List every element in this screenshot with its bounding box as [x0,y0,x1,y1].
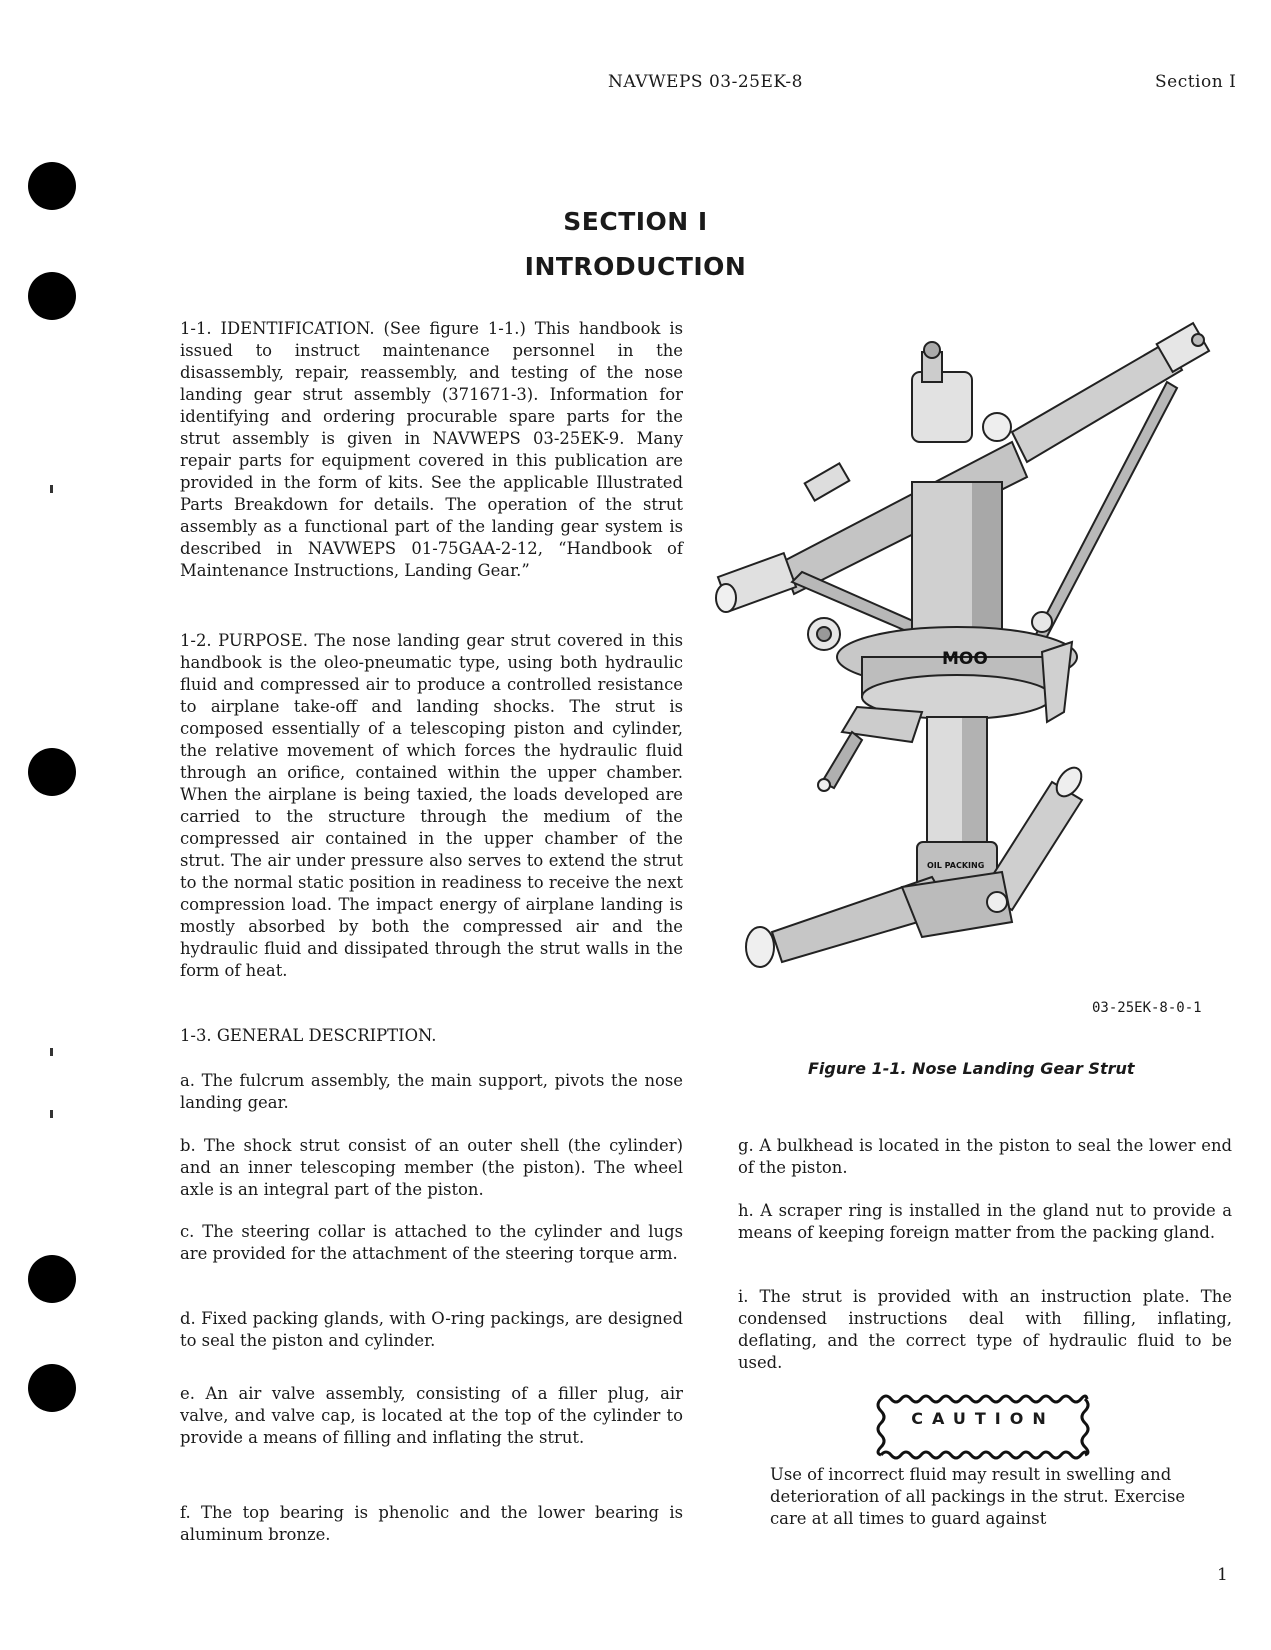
punch-hole [28,162,76,210]
para-item-c: c. The steering collar is attached to the cylinder and lugs are provided for the attachment of the steering torque arm. [180,1222,683,1263]
section-subtitle: INTRODUCTION [524,252,747,281]
para-item-b: b. The shock strut consist of an outer shell (the cylinder) and an inner telescoping member (the piston). The wheel axle is an integral part of the piston. [180,1136,683,1199]
punch-hole [28,1364,76,1412]
margin-mark [50,485,53,493]
header-doc-number: NAVWEPS 03-25EK-8 [608,72,803,92]
punch-hole [28,748,76,796]
para-item-a: a. The fulcrum assembly, the main support, pivots the nose landing gear. [180,1071,683,1112]
para-identification: 1-1. IDENTIFICATION. (See figure 1-1.) This handbook is issued to instruct maintenance personnel in the disassembly, repair, reassembly, and testing of the nose landing gear strut assembly (371671-3). Information for identifying and ordering procurable spare parts for the strut assembly is given in NAVWEPS 03-25EK-9. Many repair parts for equipment covered in this publication are provided in the form of kits. See the applicable Illustrated Parts Breakdown for details. The operation of the strut assembly as a functional part of the landing gear system is described in NAVWEPS 01-75GAA-2-12, “Handbook of Maintenance Instructions, Landing Gear.” [180,319,683,580]
para-item-h: h. A scraper ring is installed in the gland nut to provide a means of keeping foreign matter from the packing gland. [738,1201,1232,1242]
punch-hole [28,1255,76,1303]
section-title: SECTION I [563,207,708,236]
header-section: Section I [1155,72,1237,92]
margin-mark [50,1110,53,1118]
page-number: 1 [1217,1565,1228,1585]
para-item-f: f. The top bearing is phenolic and the lower bearing is aluminum bronze. [180,1503,683,1544]
para-item-e: e. An air valve assembly, consisting of a filler plug, air valve, and valve cap, is located at the top of the cylinder to provide a means of filling and inflating the strut. [180,1384,683,1447]
caution-text: Use of incorrect fluid may result in swelling and deterioration of all packings in the strut. Exercise care at all times to guard against [770,1465,1186,1528]
para-purpose: 1-2. PURPOSE. The nose landing gear strut covered in this handbook is the oleo-pneumatic type, using both hydraulic fluid and compressed air to produce a controlled resistance to airplane take-off and landing shocks. The strut is composed essentially of a telescoping piston and cylinder, the relative movement of which forces the hydraulic fluid through an orifice, contained within the upper chamber. When the airplane is being taxied, the loads developed are carried to the structure through the medium of the compressed air contained in the upper chamber of the strut. The air under pressure also serves to extend the strut to the normal static position in readiness to receive the next compression load. The impact energy of airplane landing is mostly absorbed by both the compressed air and the hydraulic fluid and dissipated through the strut walls in the form of heat. [180,631,683,980]
piston-lettering: OIL PACKING [927,861,985,870]
para-item-i: i. The strut is provided with an instruction plate. The condensed instructions deal with filling, inflating, deflating, and the correct type of hydraulic fluid to be used. [738,1287,1232,1372]
figure-id: 03-25EK-8-0-1 [1092,1000,1202,1016]
para-item-g: g. A bulkhead is located in the piston to seal the lower end of the piston. [738,1136,1232,1177]
caution-label: CAUTION [911,1409,1055,1428]
para-general-description: 1-3. GENERAL DESCRIPTION. [180,1026,437,1045]
nose-landing-gear-illustration [712,312,1232,972]
margin-mark [50,1048,53,1056]
figure-caption: Figure 1-1. Nose Landing Gear Strut [808,1059,1135,1078]
collar-lettering: MOO [942,649,988,669]
para-item-d: d. Fixed packing glands, with O-ring packings, are designed to seal the piston and cylinder. [180,1309,683,1350]
